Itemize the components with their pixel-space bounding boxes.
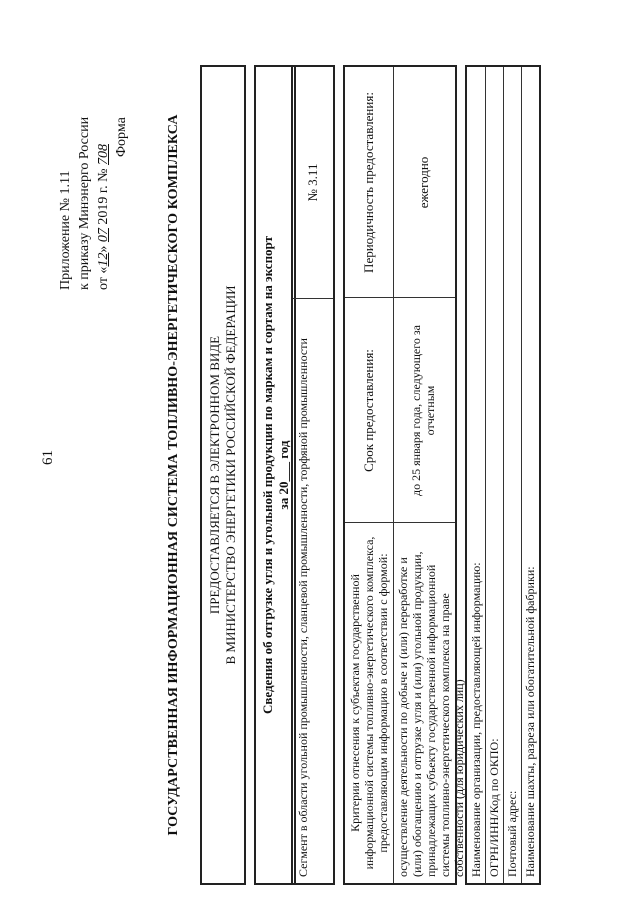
submission-line-1: ПРЕДОСТАВЛЯЕТСЯ В ЭЛЕКТРОННОМ ВИДЕ — [207, 335, 222, 615]
info-row-ogrn: ОГРН/ИНН/Код по ОКПО: — [485, 67, 504, 883]
appendix-date-mid: » — [96, 245, 111, 253]
appendix-line-2: к приказу Минэнерго России — [77, 116, 92, 290]
form-number: № 3.11 — [305, 163, 320, 202]
segment-text: Сегмент в области угольной промышленности, сланцевой промышленности, торфяной промышленности — [293, 298, 333, 883]
criteria-header-left: Критерии отнесения к субъектам государственной информационной системы топливно-энергетического комплекса, предоставляющим информацию в соответствии с формой: — [348, 536, 390, 870]
criteria-body-right: ежегодно — [416, 156, 431, 209]
criteria-body-mid: до 25 января года, следующего за отчетным — [409, 325, 437, 496]
appendix-line-3 — [94, 55, 113, 290]
submission-box — [200, 65, 246, 885]
segment-box — [291, 65, 335, 885]
info-row-mine-name: Наименование шахты, разреза или обогатительной фабрики: — [523, 566, 537, 877]
form-title-line-1: Сведения об отгрузке угля и угольной продукции по маркам и сортам на экспорт — [260, 235, 275, 715]
main-title: ГОСУДАРСТВЕННАЯ ИНФОРМАЦИОННАЯ СИСТЕМА ТОПЛИВНО-ЭНЕРГЕТИЧЕСКОГО КОМПЛЕКСА — [166, 114, 181, 836]
appendix-day: 12 — [96, 252, 111, 267]
form-label: Форма — [114, 117, 129, 157]
appendix-date-prefix: от « — [96, 266, 111, 290]
criteria-body-left: осуществление деятельности по добыче и (или) переработке и (или) обогащению и отгрузке угля и (или) угольной продукции, принадлежащих субъекту государственной информационной системы топливно-энергетического комплекса на праве собственности (для юридических лиц) — [396, 551, 466, 877]
info-row-org-name: Наименование организации, предоставляющей информацию: — [467, 67, 486, 883]
criteria-header-right: Периодичность предоставления: — [361, 92, 376, 273]
criteria-table — [343, 65, 466, 885]
criteria-grid — [345, 67, 466, 883]
appendix-line-1: Приложение № 1.11 — [58, 170, 73, 290]
appendix-year: 2019 г. № — [96, 168, 111, 225]
info-row-address: Почтовый адрес: — [503, 67, 522, 883]
appendix-block — [56, 55, 113, 290]
page-number: 61 — [40, 450, 56, 465]
criteria-header-mid: Срок предоставления: — [361, 349, 376, 472]
form-title-line-2: за 20___ год — [276, 440, 291, 510]
form-title-box — [254, 65, 296, 885]
appendix-month: 07 — [96, 228, 111, 243]
submission-line-2: В МИНИСТЕРСТВО ЭНЕРГЕТИКИ РОССИЙСКОЙ ФЕДЕРАЦИИ — [223, 285, 238, 665]
appendix-order-number: 708 — [96, 144, 111, 166]
organization-info-box — [465, 65, 541, 885]
